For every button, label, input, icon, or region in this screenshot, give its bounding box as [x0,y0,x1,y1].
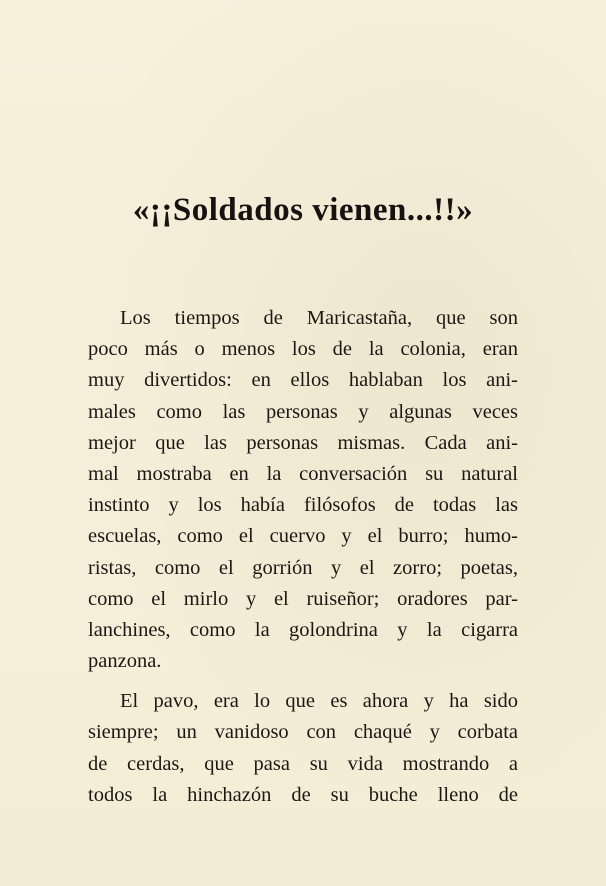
text-line: Los tiempos de Maricastaña, que son [120,307,518,329]
text-line: mal mostraba en la conversación su natural [88,462,518,485]
text-line: de cerdas, que pasa su vida mostrando a [88,752,518,775]
chapter-title: «¡¡Soldados vienen...!!» [132,192,474,228]
text-line: instinto y los había filósofos de todas las [88,494,518,517]
text-line: El pavo, era lo que es ahora y ha sido [120,690,518,713]
paragraph-2 [88,686,518,811]
text-line: panzona. [88,650,162,673]
body-text [88,303,518,811]
text-line: males como las personas y algunas veces [88,400,518,423]
text-line: todos la hinchazón de su buche lleno de [88,783,518,806]
text-line: ristas, como el gorrión y el zorro; poetas, [88,556,518,579]
text-line: lanchines, como la golondrina y la cigarra [88,618,518,641]
paragraph-1 [88,303,518,677]
text-line: siempre; un vanidoso con chaqué y corbata [88,721,518,744]
paragraph-gap [88,677,518,686]
text-line: como el mirlo y el ruiseñor; oradores par- [88,587,518,610]
text-line: muy divertidos: en ellos hablaban los ani- [88,369,518,392]
text-line: poco más o menos los de la colonia, eran [88,338,518,361]
text-line: mejor que las personas mismas. Cada ani- [88,431,518,454]
text-line: escuelas, como el cuervo y el burro; humo- [88,525,518,548]
